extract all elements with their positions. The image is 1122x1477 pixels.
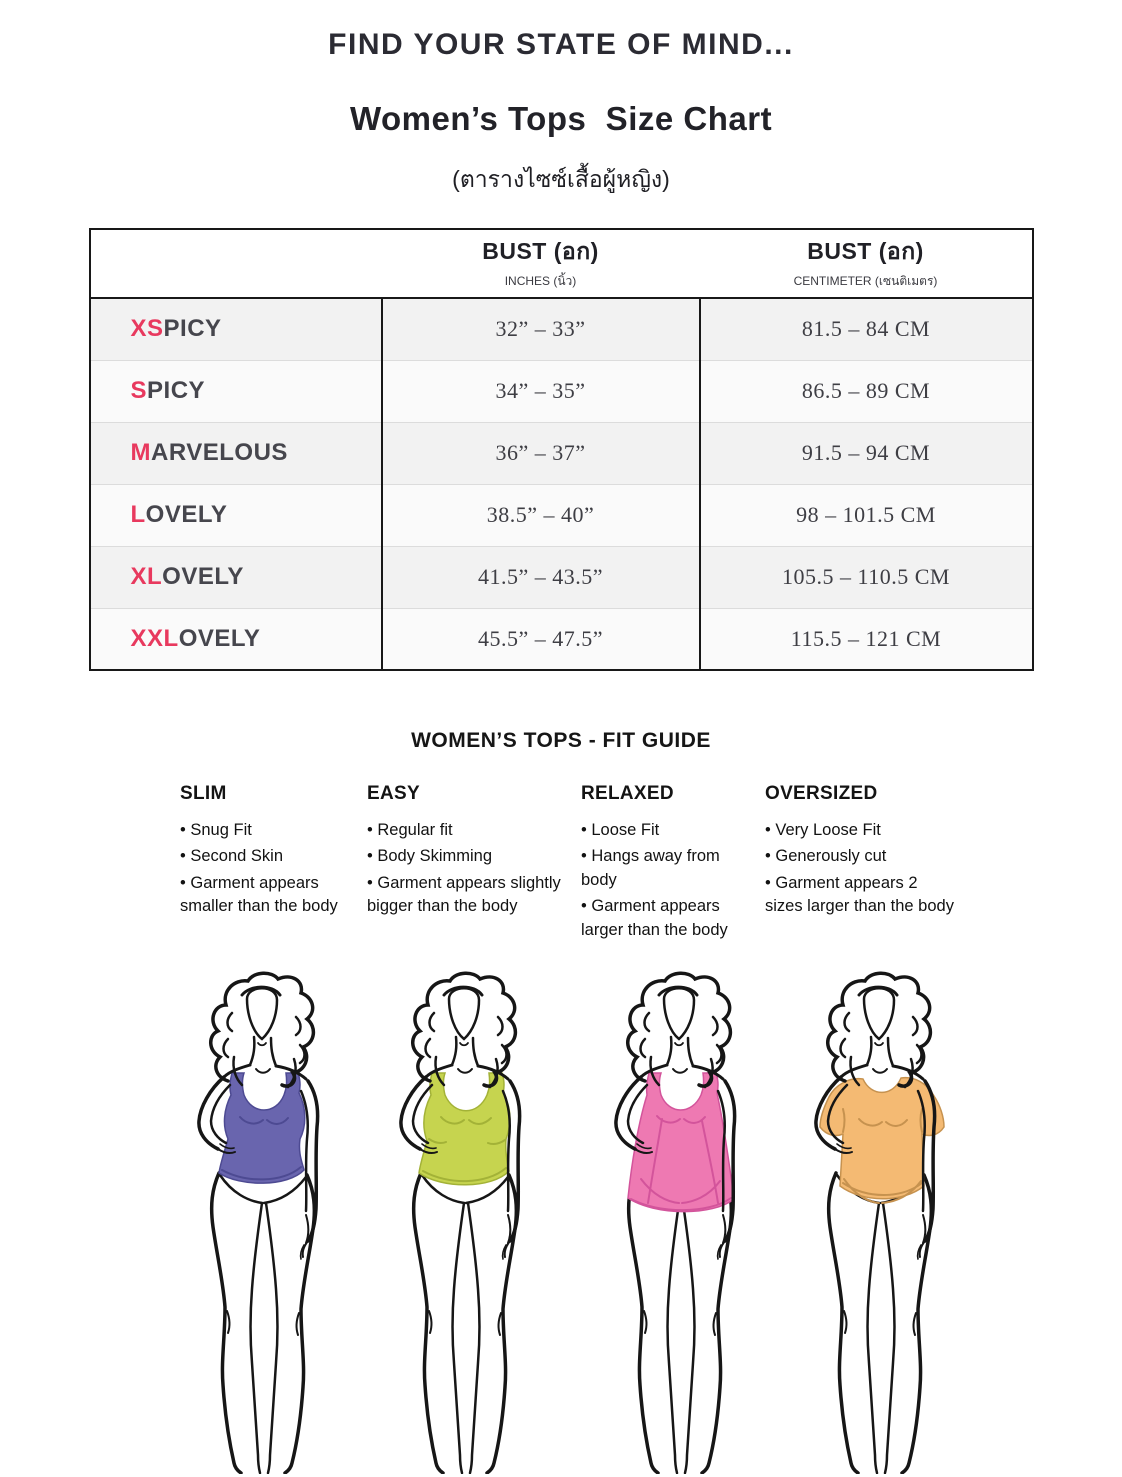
figure-easy-fit — [372, 969, 562, 1474]
figure-slim-fit — [170, 969, 360, 1474]
table-row — [90, 298, 1033, 360]
fit-column-relaxed — [581, 783, 765, 945]
bust-cm-title: BUST (อก) — [807, 238, 924, 264]
size-rest: OVELY — [162, 563, 244, 590]
size-chart-table — [89, 228, 1034, 671]
bust-inches-value: 34” – 35” — [382, 360, 700, 422]
table-row — [90, 360, 1033, 422]
fit-column-slim — [180, 783, 367, 945]
size-column-header — [90, 229, 382, 298]
page-subtitle: Women’s Tops Size Chart — [349, 100, 773, 137]
bust-cm-value: 105.5 – 110.5 CM — [700, 546, 1033, 608]
tank-top-slim — [219, 1073, 305, 1183]
size-name — [90, 360, 382, 422]
fit-bullet: • Generously cut — [765, 845, 957, 868]
fit-bullet: • Garment appears larger than the body — [581, 895, 757, 942]
bust-inches-value: 45.5” – 47.5” — [382, 608, 700, 670]
fit-bullet: • Garment appears slightly bigger than the body — [367, 872, 573, 919]
size-name — [90, 608, 382, 670]
size-prefix: S — [130, 377, 148, 404]
table-row — [90, 546, 1033, 608]
fit-bullet: • Garment appears 2 sizes larger than the body — [765, 872, 957, 919]
fit-name: SLIM — [180, 783, 227, 804]
size-rest: PICY — [147, 377, 206, 404]
fit-name: OVERSIZED — [765, 783, 878, 804]
size-prefix: XL — [130, 563, 163, 590]
size-rest: ARVELOUS — [151, 439, 288, 466]
fit-bullet: • Very Loose Fit — [765, 819, 957, 842]
bust-cm-subtitle: CENTIMETER (เซนติเมตร) — [793, 274, 938, 288]
size-rest: PICY — [163, 315, 222, 343]
table-row — [90, 484, 1033, 546]
fit-bullet: • Regular fit — [367, 819, 573, 842]
size-prefix: XXL — [130, 624, 179, 652]
bust-inches-title: BUST (อก) — [482, 238, 599, 264]
fit-figures — [0, 969, 1122, 1477]
fit-bullet: • Snug Fit — [180, 819, 359, 842]
bust-inches-header — [382, 229, 700, 298]
fit-bullet: • Body Skimming — [367, 845, 573, 868]
table-row — [90, 608, 1033, 670]
size-prefix: L — [130, 501, 146, 528]
size-rest: OVELY — [145, 501, 228, 528]
size-name — [90, 546, 382, 608]
fit-guide-title: WOMEN’S TOPS - FIT GUIDE — [411, 729, 711, 752]
bust-inches-value: 32” – 33” — [382, 298, 700, 360]
size-prefix: XS — [130, 315, 164, 343]
tank-top-easy — [419, 1073, 510, 1185]
bust-inches-value: 36” – 37” — [382, 422, 700, 484]
size-prefix: M — [130, 439, 151, 466]
table-row — [90, 422, 1033, 484]
bust-cm-value: 81.5 – 84 CM — [700, 298, 1033, 360]
fit-guide-columns — [180, 783, 1122, 945]
size-name — [90, 422, 382, 484]
size-rest: OVELY — [178, 624, 261, 652]
bust-inches-subtitle: INCHES (นิ้ว) — [504, 274, 577, 288]
fit-bullet: • Loose Fit — [581, 819, 757, 842]
bust-cm-value: 86.5 – 89 CM — [700, 360, 1033, 422]
bust-cm-header — [700, 229, 1033, 298]
bust-inches-value: 41.5” – 43.5” — [382, 546, 700, 608]
page-title: FIND YOUR STATE OF MIND... — [328, 28, 794, 61]
size-name — [90, 298, 382, 360]
bust-cm-value: 115.5 – 121 CM — [700, 608, 1033, 670]
fit-column-easy — [367, 783, 581, 945]
fit-bullet: • Garment appears smaller than the body — [180, 872, 359, 919]
table-header-row — [90, 229, 1033, 298]
figure-relaxed-fit — [587, 969, 777, 1474]
figure-oversized-fit — [787, 969, 977, 1474]
fit-name: EASY — [367, 783, 420, 804]
fit-bullet: • Second Skin — [180, 845, 359, 868]
bust-cm-value: 91.5 – 94 CM — [700, 422, 1033, 484]
fit-name: RELAXED — [581, 783, 674, 804]
size-name — [90, 484, 382, 546]
fit-column-oversized — [765, 783, 965, 945]
fit-bullet: • Hangs away from body — [581, 845, 757, 892]
bust-inches-value: 38.5” – 40” — [382, 484, 700, 546]
bust-cm-value: 98 – 101.5 CM — [700, 484, 1033, 546]
page-subtitle-thai: (ตารางไซซ์เสื้อผู้หญิง) — [452, 166, 670, 192]
